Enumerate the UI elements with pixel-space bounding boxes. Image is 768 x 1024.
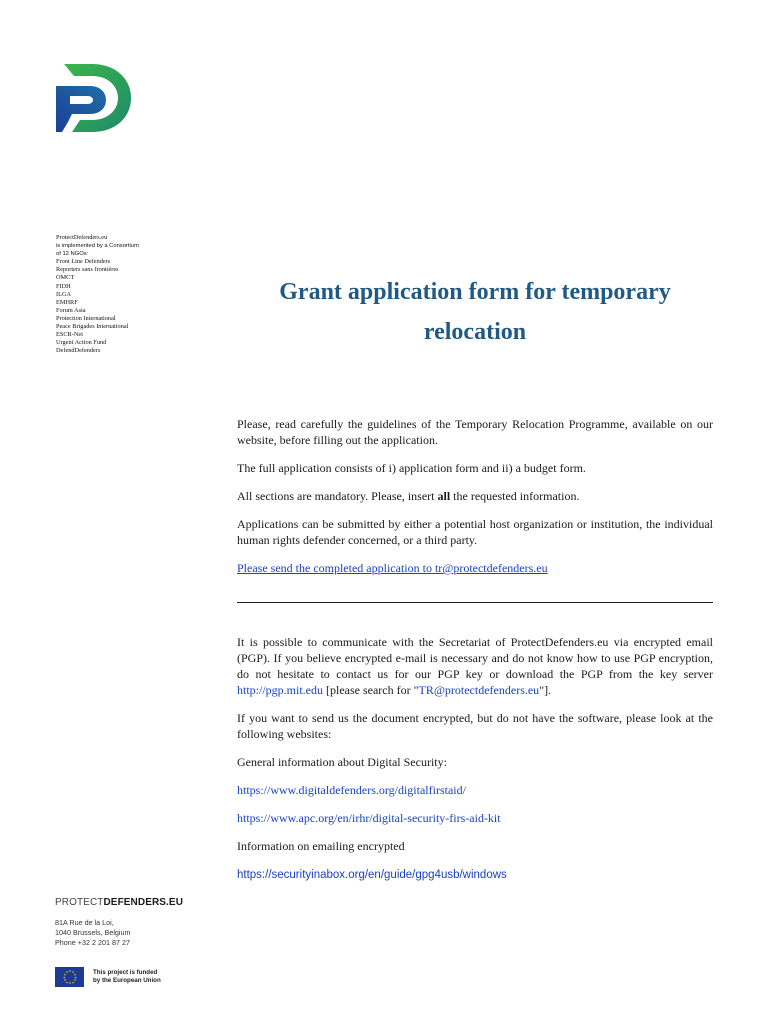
consortium-member: Urgent Action Fund xyxy=(56,339,107,347)
protectdefenders-logo xyxy=(54,62,132,134)
svg-text:★: ★ xyxy=(68,969,72,974)
application-parts-paragraph: The full application consists of i) application form and ii) a budget form. xyxy=(237,461,586,475)
encrypted-send-paragraph: If you want to send us the document encrypted, but do not have the software, please look at the following websites: xyxy=(237,711,713,741)
brand-light: PROTECT xyxy=(55,897,104,908)
link-paragraph xyxy=(237,866,713,883)
consortium-intro-1: ProtectDefenders.eu xyxy=(56,234,108,241)
mandatory-text-b: the requested information. xyxy=(450,489,580,503)
footer-brand xyxy=(55,897,215,908)
address-line-2: 1040 Brussels, Belgium xyxy=(55,928,131,937)
send-application-link[interactable]: Please send the completed application to tr@protectdefenders.eu xyxy=(237,561,548,575)
consortium-member: Peace Brigades International xyxy=(56,323,129,331)
consortium-member: Front Line Defenders xyxy=(56,258,111,266)
consortium-member: Protection International xyxy=(56,314,116,322)
brand-bold: DEFENDERS.EU xyxy=(103,897,184,908)
submitters-paragraph: Applications can be submitted by either a potential host organization or institution, the individual human rights defender concerned, or a third party. xyxy=(237,517,713,547)
pgp-search-email[interactable]: TR@protectdefenders.eu xyxy=(418,683,540,697)
securityinabox-link[interactable]: https://securityinabox.org/en/guide/gpg4usb/windows xyxy=(237,869,507,881)
general-info-label: General information about Digital Security: xyxy=(237,755,447,769)
mandatory-bold: all xyxy=(437,489,451,503)
consortium-list xyxy=(56,234,176,355)
document-body xyxy=(237,416,713,895)
link-paragraph xyxy=(237,782,713,798)
consortium-member: DefendDefenders xyxy=(56,347,101,355)
svg-text:★: ★ xyxy=(74,975,78,980)
consortium-member: Reporters sans frontières xyxy=(56,266,119,274)
consortium-intro-2: is implemented by a Consortium xyxy=(56,243,139,250)
eu-funding-notice xyxy=(55,967,183,987)
mandatory-text-a: All sections are mandatory. Please, insert xyxy=(237,489,438,503)
footer-address xyxy=(55,918,215,948)
apc-link[interactable]: https://www.apc.org/en/irhr/digital-security-firs-aid-kit xyxy=(237,811,501,825)
title-line-1: Grant application form for temporary xyxy=(279,279,671,305)
mandatory-paragraph xyxy=(237,488,713,504)
link-paragraph xyxy=(237,810,713,826)
svg-text:★: ★ xyxy=(71,980,75,985)
eu-line-1: This project is funded xyxy=(93,969,158,977)
eu-flag-icon xyxy=(55,967,84,987)
emailing-info-label: Information on emailing encrypted xyxy=(237,839,405,853)
svg-text:★: ★ xyxy=(71,970,75,975)
consortium-member: ILGA xyxy=(56,290,72,298)
consortium-member: ESCR-Net xyxy=(56,331,83,339)
eu-funding-text xyxy=(93,969,183,984)
footer xyxy=(55,897,215,986)
svg-text:★: ★ xyxy=(68,981,72,986)
svg-text:★: ★ xyxy=(73,978,77,983)
guidelines-paragraph: Please, read carefully the guidelines of the Temporary Relocation Programme, available on our website, before filling out the application. xyxy=(237,417,713,447)
phone-number: Phone +32 2 201 87 27 xyxy=(55,938,130,947)
svg-text:★: ★ xyxy=(63,978,67,983)
pgp-text-c: "]. xyxy=(539,683,552,697)
pgp-text-b: [please search for " xyxy=(323,683,419,697)
consortium-intro-3: of 12 NGOs: xyxy=(56,251,89,258)
document-title xyxy=(222,272,728,352)
svg-text:★: ★ xyxy=(73,972,77,977)
pgp-keyserver-link[interactable]: http://pgp.mit.edu xyxy=(237,683,323,697)
pgp-text-a: It is possible to communicate with the Secretariat of ProtectDefenders.eu via encrypted email (PGP). If you believe encrypted e-mail is necessary and do not know how to use PGP encryption, do not hesitate to contact us for our PGP key or download the PGP from the key server xyxy=(237,635,713,681)
svg-text:★: ★ xyxy=(65,980,69,985)
consortium-member: FIDH xyxy=(56,282,71,290)
svg-text:★: ★ xyxy=(62,975,66,980)
eu-line-2: by the European Union xyxy=(93,977,161,984)
send-paragraph xyxy=(237,560,713,576)
consortium-member: Forum Asia xyxy=(56,306,86,314)
address-line-1: 81A Rue de la Loi, xyxy=(55,918,114,927)
title-line-2: relocation xyxy=(423,319,527,345)
pgp-paragraph xyxy=(237,634,713,698)
svg-text:★: ★ xyxy=(63,972,67,977)
consortium-member: EMHRF xyxy=(56,298,78,306)
consortium-member: OMCT xyxy=(56,274,75,282)
digitaldefenders-link[interactable]: https://www.digitaldefenders.org/digitalfirstaid/ xyxy=(237,783,466,797)
svg-text:★: ★ xyxy=(65,970,69,975)
